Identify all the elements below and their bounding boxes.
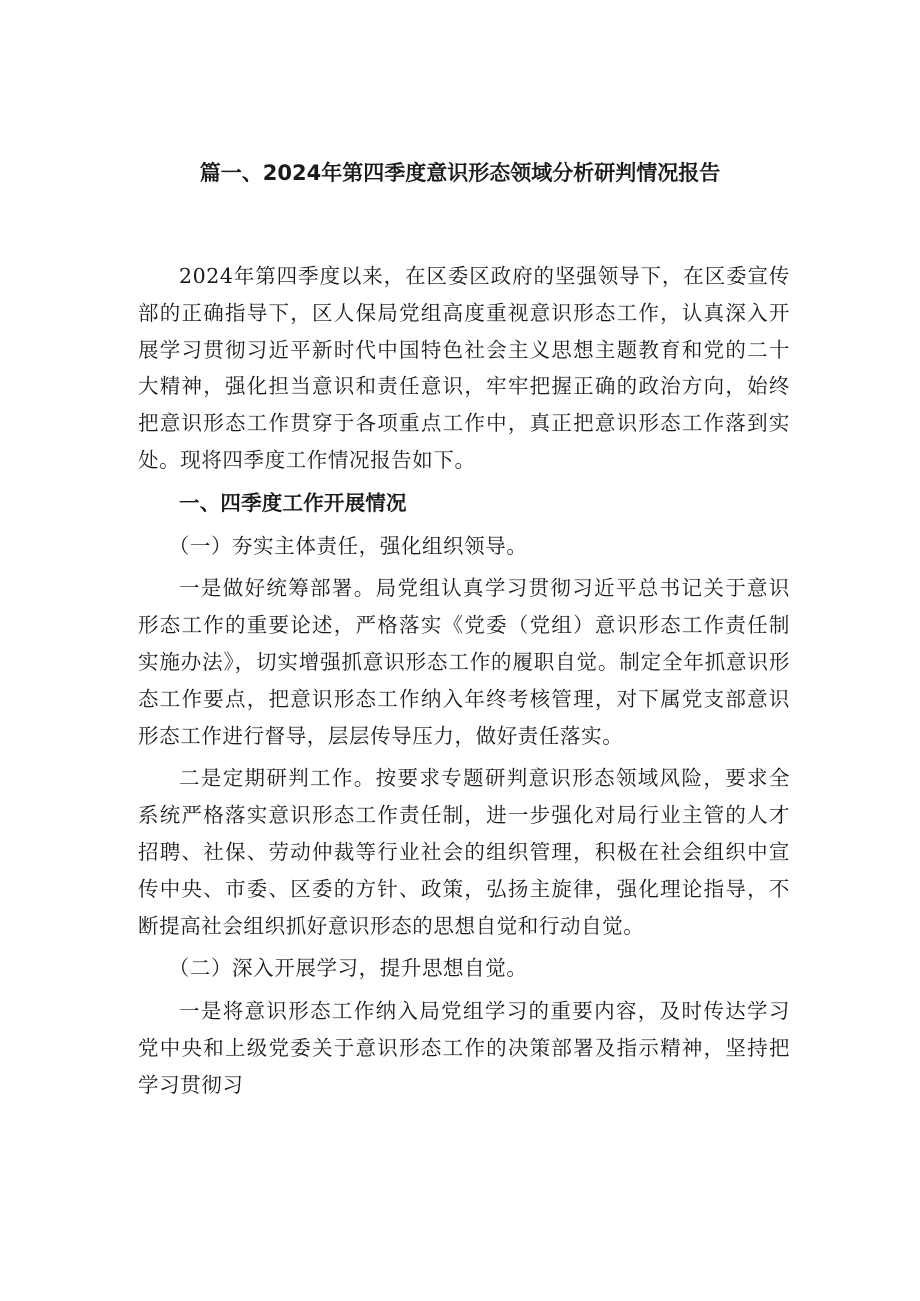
subsection-heading-2: （二）深入开展学习，提升思想自觉。	[168, 956, 528, 981]
section-heading-1: 一、四季度工作开展情况	[179, 490, 407, 515]
document-title: 篇一、2024年第四季度意识形态领域分析研判情况报告	[199, 161, 721, 185]
document-body	[138, 258, 790, 1104]
intro-paragraph: 2024年第四季度以来，在区委区政府的坚强领导下，在区委宣传部的正确指导下，区人保局党组高度重视意识形态工作，认真深入开展学习贯彻习近平新时代中国特色社会主义思想主题教育和党的二十大精神，强化担当意识和责任意识，牢牢把握正确的政治方向，始终把意识形态工作贯穿于各项重点工作中，真正把意识形态工作落到实处。现将四季度工作情况报告如下。	[138, 264, 790, 472]
body-paragraph-planning: 一是做好统筹部署。局党组认真学习贯彻习近平总书记关于意识形态工作的重要论述，严格落实《党委（党组）意识形态工作责任制实施办法》，切实增强抓意识形态工作的履职自觉。制定全年抓意识形态工作要点，把意识形态工作纳入年终考核管理，对下属党支部意识形态工作进行督导，层层传导压力，做好责任落实。	[138, 576, 790, 748]
body-paragraph-review: 二是定期研判工作。按要求专题研判意识形态领域风险，要求全系统严格落实意识形态工作责任制，进一步强化对局行业主管的人才招聘、社保、劳动仲裁等行业社会的组织管理，积极在社会组织中宣传中央、市委、区委的方针、政策，弘扬主旋律，强化理论指导，不断提高社会组织抓好意识形态的思想自觉和行动自觉。	[138, 766, 790, 938]
body-paragraph-study: 一是将意识形态工作纳入局党组学习的重要内容，及时传达学习党中央和上级党委关于意识形态工作的决策部署及指示精神，坚持把学习贯彻习	[138, 999, 790, 1097]
subsection-heading-1: （一）夯实主体责任，强化组织领导。	[168, 533, 528, 558]
